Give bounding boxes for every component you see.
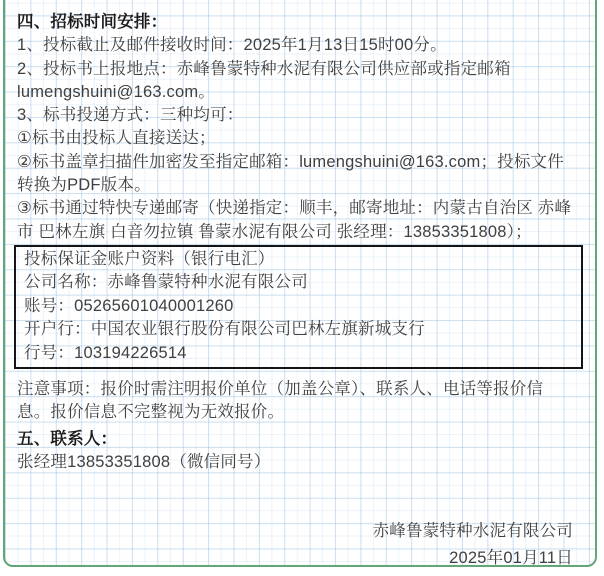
notice-content (5, 2, 595, 567)
submit-location-line-1: 2、投标书上报地点：赤峰鲁蒙特种水泥有限公司供应部或指定邮箱 (17, 59, 511, 78)
bid-deadline-line: 1、投标截止及邮件接收时间：2025年1月13日15时00分。 (17, 36, 447, 55)
method-2-line-1: ②标书盖章扫描件加密发至指定邮箱：lumengshuini@163.com；投标文件 (17, 152, 564, 171)
method-2-line-2: 转换为PDF版本。 (17, 176, 151, 195)
signature-block (17, 518, 585, 567)
signature-company: 赤峰鲁蒙特种水泥有限公司 (372, 522, 573, 541)
notice-line-2: 息。报价信息不完整视为无效报价。 (17, 403, 285, 422)
notice-sheet (3, 0, 597, 567)
method-3-line-2: 市 巴林左旗 白音勿拉镇 鲁蒙水泥有限公司 张经理：13853351808）； (17, 222, 532, 241)
deposit-account-box (14, 245, 583, 369)
signature-date: 2025年01月11日 (449, 549, 573, 567)
notice-line-1: 注意事项：报价时需注明报价单位（加盖公章）、联系人、电话等报价信 (17, 380, 544, 398)
delivery-methods-line: 3、标书投递方式：三种均可： (17, 106, 244, 125)
method-3-line-1: ③标书通过特快专递邮寄（快递指定：顺丰，邮寄地址：内蒙古自治区 赤峰 (17, 199, 572, 218)
section-4-heading: 四、招标时间安排： (17, 13, 168, 31)
deposit-account-number: 账号：05265601040001260 (24, 296, 234, 315)
method-1-line: ①标书由投标人直接送达； (17, 129, 216, 148)
section-5-heading: 五、联系人： (17, 429, 118, 448)
deposit-bank-name: 开户行：中国农业银行股份有限公司巴林左旗新城支行 (24, 320, 425, 339)
contact-person-line: 张经理13853351808（微信同号） (17, 452, 271, 471)
deposit-box-title: 投标保证金账户资料（银行电汇） (24, 249, 275, 268)
deposit-bank-code: 行号：103194226514 (24, 343, 187, 362)
submit-location-email: lumengshuini@163.com。 (17, 82, 215, 101)
deposit-company-name: 公司名称：赤峰鲁蒙特种水泥有限公司 (24, 273, 308, 292)
